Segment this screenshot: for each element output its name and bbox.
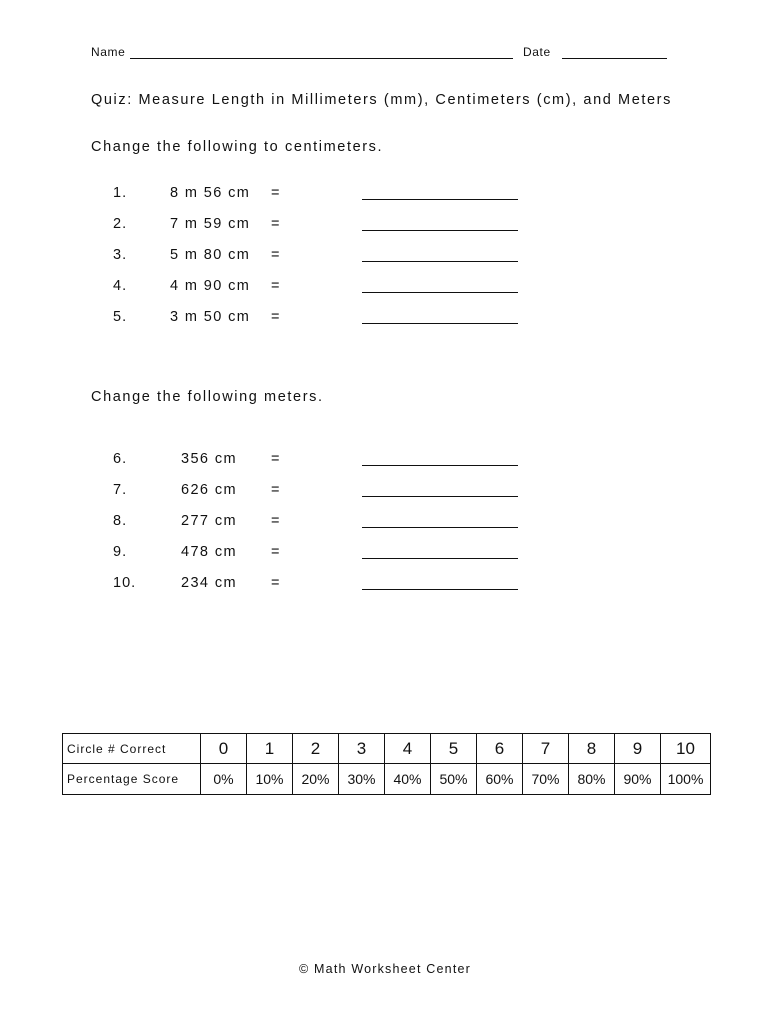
row-label-percent: Percentage Score (63, 764, 201, 795)
percent-cell: 0% (201, 764, 247, 795)
count-cell[interactable]: 8 (569, 734, 615, 764)
question-expression: 478 cm (181, 544, 237, 560)
percent-cell: 60% (477, 764, 523, 795)
row-label-correct: Circle # Correct (63, 734, 201, 764)
equals-sign: = (271, 544, 280, 560)
question-row (0, 451, 770, 471)
answer-line[interactable] (362, 199, 518, 200)
question-number: 10. (113, 575, 137, 591)
question-row (0, 185, 770, 205)
question-row (0, 575, 770, 595)
question-row (0, 278, 770, 298)
question-number: 7. (113, 482, 128, 498)
question-number: 5. (113, 309, 128, 325)
question-number: 6. (113, 451, 128, 467)
equals-sign: = (271, 482, 280, 498)
question-row (0, 482, 770, 502)
answer-line[interactable] (362, 558, 518, 559)
count-cell[interactable]: 10 (661, 734, 711, 764)
question-row (0, 247, 770, 267)
equals-sign: = (271, 185, 280, 201)
question-row (0, 216, 770, 236)
date-field[interactable] (562, 58, 667, 59)
count-cell[interactable]: 4 (385, 734, 431, 764)
name-field[interactable] (130, 58, 513, 59)
question-number: 2. (113, 216, 128, 232)
percent-cell: 90% (615, 764, 661, 795)
section1-instruction: Change the following to centimeters. (91, 139, 384, 155)
question-number: 4. (113, 278, 128, 294)
percent-cell: 80% (569, 764, 615, 795)
percent-cell: 10% (247, 764, 293, 795)
question-expression: 8 m 56 cm (170, 185, 251, 201)
question-expression: 5 m 80 cm (170, 247, 251, 263)
percent-cell: 40% (385, 764, 431, 795)
answer-line[interactable] (362, 496, 518, 497)
score-row-percent (63, 764, 711, 795)
equals-sign: = (271, 513, 280, 529)
question-expression: 234 cm (181, 575, 237, 591)
question-expression: 7 m 59 cm (170, 216, 251, 232)
question-expression: 4 m 90 cm (170, 278, 251, 294)
name-label: Name (91, 45, 126, 59)
answer-line[interactable] (362, 230, 518, 231)
answer-line[interactable] (362, 465, 518, 466)
section2-instruction: Change the following meters. (91, 389, 324, 405)
question-expression: 277 cm (181, 513, 237, 529)
count-cell[interactable]: 7 (523, 734, 569, 764)
percent-cell: 20% (293, 764, 339, 795)
score-table (62, 733, 711, 795)
equals-sign: = (271, 451, 280, 467)
answer-line[interactable] (362, 323, 518, 324)
percent-cell: 100% (661, 764, 711, 795)
answer-line[interactable] (362, 527, 518, 528)
question-expression: 3 m 50 cm (170, 309, 251, 325)
count-cell[interactable]: 6 (477, 734, 523, 764)
question-row (0, 309, 770, 329)
count-cell[interactable]: 5 (431, 734, 477, 764)
question-number: 1. (113, 185, 128, 201)
equals-sign: = (271, 575, 280, 591)
count-cell[interactable]: 2 (293, 734, 339, 764)
footer-copyright: © Math Worksheet Center (298, 962, 472, 976)
question-number: 8. (113, 513, 128, 529)
question-row (0, 544, 770, 564)
percent-cell: 70% (523, 764, 569, 795)
question-number: 3. (113, 247, 128, 263)
answer-line[interactable] (362, 589, 518, 590)
equals-sign: = (271, 309, 280, 325)
answer-line[interactable] (362, 292, 518, 293)
count-cell[interactable]: 3 (339, 734, 385, 764)
equals-sign: = (271, 278, 280, 294)
question-expression: 626 cm (181, 482, 237, 498)
count-cell[interactable]: 1 (247, 734, 293, 764)
question-row (0, 513, 770, 533)
percent-cell: 30% (339, 764, 385, 795)
percent-cell: 50% (431, 764, 477, 795)
score-row-correct (63, 734, 711, 764)
date-label: Date (523, 45, 551, 59)
equals-sign: = (271, 247, 280, 263)
count-cell[interactable]: 9 (615, 734, 661, 764)
quiz-title: Quiz: Measure Length in Millimeters (mm), Centimeters (cm), and Meters (91, 92, 672, 108)
question-expression: 356 cm (181, 451, 237, 467)
equals-sign: = (271, 216, 280, 232)
count-cell[interactable]: 0 (201, 734, 247, 764)
answer-line[interactable] (362, 261, 518, 262)
question-number: 9. (113, 544, 128, 560)
